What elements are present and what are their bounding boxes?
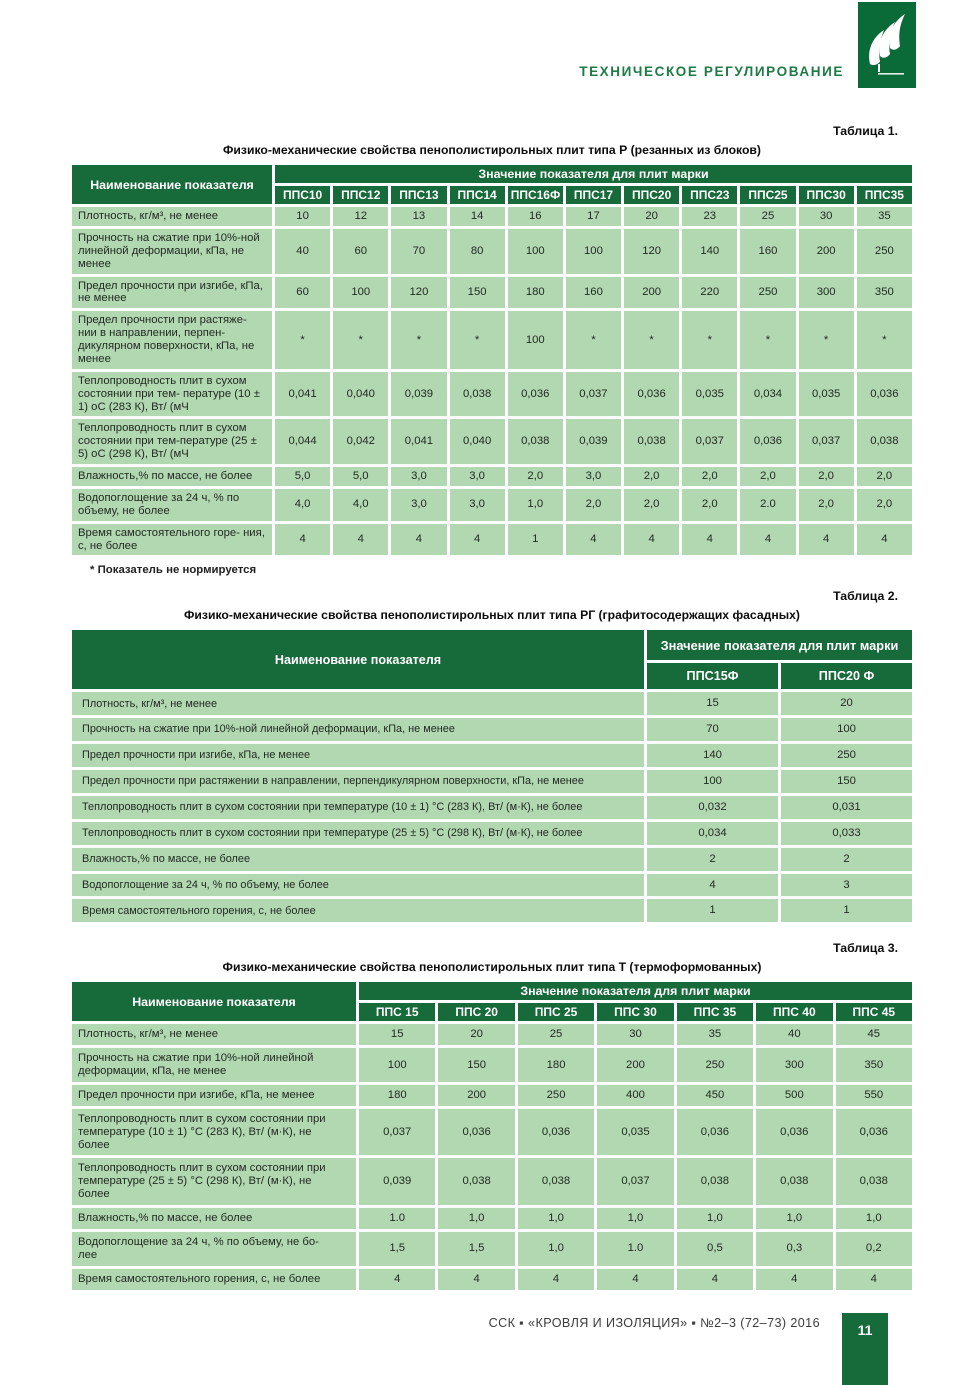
cell-value: 0,3 [756,1232,832,1266]
row-label: Время самостоятельного горения, с, не более [72,899,644,922]
table-footnote: * Показатель не нормируется [90,564,257,577]
cell-value: 80 [450,229,505,274]
cell-value: 0,036 [836,1109,912,1156]
section-title: ТЕХНИЧЕСКОЕ РЕГУЛИРОВАНИЕ [579,64,844,79]
cell-value: 0,035 [597,1109,673,1156]
row-label: Теплопроводность плит в сухом состоянии при тем-пературе (25 ± 5) оС (298 К), Вт/ (мЧ [72,419,272,464]
cell-value: 25 [518,1024,594,1045]
cell-value: 2,0 [508,467,563,486]
column-header: ППС20 Ф [781,663,912,689]
cell-value: 250 [677,1048,753,1082]
cell-value: 100 [566,229,621,274]
cell-value: 0,038 [518,1158,594,1205]
table-title: Физико-механические свойства пенополистирольных плит типа Т (термоформованных) [222,960,762,975]
cell-value: 0,038 [836,1158,912,1205]
cell-value: 150 [438,1048,514,1082]
cell-value: 4 [518,1269,594,1290]
cell-value: 100 [508,229,563,274]
column-header: ППС 15 [359,1003,435,1021]
table-row [72,489,912,521]
cell-value: 140 [682,229,737,274]
cell-value: 250 [740,277,795,309]
column-header: ППС10 [275,186,330,204]
table-row [72,1048,912,1082]
cell-value: 0,037 [359,1109,435,1156]
table-row [72,874,912,897]
cell-value: 300 [756,1048,832,1082]
cell-value: 180 [518,1048,594,1082]
column-header: ППС16Ф [508,186,563,204]
cell-value: 250 [857,229,912,274]
row-label: Теплопроводность плит в сухом состоянии при температуре (25 ± 5) °С (298 К), Вт/ (м·К), не более [72,822,644,845]
cell-value: * [333,311,388,369]
row-label: Прочность на сжатие при 10%-ной линейной деформации, кПа, не менее [72,718,644,741]
cell-value: 200 [799,229,854,274]
table-row [72,1024,912,1045]
cell-value: 0,037 [566,372,621,417]
cell-value: 40 [275,229,330,274]
cell-value: 550 [836,1085,912,1106]
cell-value: 2,0 [682,467,737,486]
table-row [72,718,912,741]
cell-value: 14 [450,207,505,226]
column-header-span: Значение показателя для плит марки [359,982,912,1000]
cell-value: * [857,311,912,369]
cell-value: 17 [566,207,621,226]
cell-value: 4 [438,1269,514,1290]
column-header: ППС25 [740,186,795,204]
cell-value: 350 [836,1048,912,1082]
cell-value: 4,0 [275,489,330,521]
cell-value: 0,036 [438,1109,514,1156]
cell-value: 2,0 [799,467,854,486]
row-label: Плотность, кг/м³, не менее [72,692,644,715]
cell-value: 1,0 [438,1208,514,1229]
cell-value: 0,035 [682,372,737,417]
table-row [72,1269,912,1290]
table-row [72,744,912,767]
cell-value: 70 [391,229,446,274]
cell-value: 200 [438,1085,514,1106]
cell-value: 0,037 [682,419,737,464]
table-row [72,1109,912,1156]
cell-value: 12 [333,207,388,226]
page-number-badge: 11 [842,1313,888,1385]
cell-value: * [275,311,330,369]
cell-value: 1,0 [518,1208,594,1229]
column-header-span: Значение показателя для плит марки [647,630,912,660]
cell-value: 3,0 [391,467,446,486]
cell-value: 4 [799,524,854,556]
row-label: Прочность на сжатие при 10%-ной линейной деформации, кПа, не менее [72,229,272,274]
cell-value: 4 [857,524,912,556]
column-header: ППС17 [566,186,621,204]
cell-value: 2.0 [740,489,795,521]
cell-value: 0,036 [740,419,795,464]
table-row [72,467,912,486]
cell-value: 0,044 [275,419,330,464]
table-row [72,372,912,417]
row-label: Время самостоятельного горе- ния, с, не более [72,524,272,556]
cell-value: 4 [756,1269,832,1290]
cell-value: 100 [647,770,778,793]
cell-value: 1 [508,524,563,556]
cell-value: 100 [359,1048,435,1082]
properties-table-type-r [69,162,915,558]
cell-value: 1,0 [518,1232,594,1266]
cell-value: 0,038 [508,419,563,464]
cell-value: * [682,311,737,369]
cell-value: 4,0 [333,489,388,521]
cell-value: 0,034 [740,372,795,417]
cell-value: 35 [857,207,912,226]
cell-value: 4 [275,524,330,556]
cell-value: 2,0 [566,489,621,521]
cell-value: 4 [597,1269,673,1290]
row-label: Влажность,% по массе, не более [72,848,644,871]
cell-value: 4 [647,874,778,897]
row-label: Теплопроводность плит в сухом состоянии при температуре (25 ± 5) °С (298 К), Вт/ (м·К), не более [72,1158,356,1205]
cell-value: 1,0 [677,1208,753,1229]
cell-value: 2,0 [682,489,737,521]
row-label: Теплопроводность плит в сухом состоянии при температуре (10 ± 1) °С (283 К), Вт/ (м·К), не более [72,796,644,819]
cell-value: 120 [624,229,679,274]
cell-value: 0,034 [647,822,778,845]
column-header: ППС 40 [756,1003,832,1021]
cell-value: 0,041 [275,372,330,417]
table-row [72,419,912,464]
cell-value: 160 [566,277,621,309]
cell-value: 1 [647,899,778,922]
properties-table-type-rg [69,627,915,925]
cell-value: 3,0 [391,489,446,521]
cell-value: 150 [781,770,912,793]
cell-value: 100 [333,277,388,309]
cell-value: 23 [682,207,737,226]
cell-value: 20 [781,692,912,715]
cell-value: * [566,311,621,369]
table-row [72,311,912,369]
table-row [72,207,912,226]
cell-value: 0,036 [624,372,679,417]
column-header: ППС12 [333,186,388,204]
table-row [72,1232,912,1266]
cell-value: 4 [682,524,737,556]
table-row [72,524,912,556]
cell-value: 2,0 [857,467,912,486]
column-header: ППС 25 [518,1003,594,1021]
column-header: ППС30 [799,186,854,204]
cell-value: 150 [450,277,505,309]
table-title: Физико-механические свойства пенополистирольных плит типа РГ (графитосодержащих фасадных) [184,608,800,623]
cell-value: 4 [836,1269,912,1290]
cell-value: 300 [799,277,854,309]
cell-value: 1,0 [508,489,563,521]
cell-value: 13 [391,207,446,226]
cell-value: 1.0 [597,1232,673,1266]
table-row [72,848,912,871]
cell-value: 0,039 [359,1158,435,1205]
cell-value: 400 [597,1085,673,1106]
cell-value: * [624,311,679,369]
cell-value: 4 [359,1269,435,1290]
cell-value: 4 [740,524,795,556]
cell-value: 1,0 [597,1208,673,1229]
cell-value: 3,0 [566,467,621,486]
cell-value: 4 [624,524,679,556]
cell-value: 4 [677,1269,753,1290]
cell-value: 0,036 [857,372,912,417]
column-header: ППС 35 [677,1003,753,1021]
cell-value: 200 [597,1048,673,1082]
row-label: Плотность, кг/м³, не менее [72,1024,356,1045]
table-row [72,822,912,845]
cell-value: 3,0 [450,467,505,486]
cell-value: 0,038 [756,1158,832,1205]
cell-value: 0,040 [450,419,505,464]
cell-value: 70 [647,718,778,741]
cell-value: 450 [677,1085,753,1106]
row-label: Предел прочности при растяже- нии в направлении, перпен- дикулярном поверхности, кПа, не менее [72,311,272,369]
cell-value: 0,037 [597,1158,673,1205]
column-header: ППС20 [624,186,679,204]
cell-value: * [450,311,505,369]
cell-value: 0,036 [677,1109,753,1156]
table-row [72,1158,912,1205]
page-content [72,0,912,1293]
cell-value: 10 [275,207,330,226]
cell-value: 1,5 [359,1232,435,1266]
cell-value: 0,031 [781,796,912,819]
table-title: Физико-механические свойства пенополистирольных плит типа Р (резанных из блоков) [223,143,761,157]
cell-value: 220 [682,277,737,309]
cell-value: 45 [836,1024,912,1045]
cell-value: 4 [450,524,505,556]
row-label: Водопоглощение за 24 ч, % по объему, не более [72,874,644,897]
cell-value: 0,035 [799,372,854,417]
column-header-name: Наименование показателя [72,165,272,204]
cell-value: 15 [359,1024,435,1045]
row-label: Теплопроводность плит в сухом состоянии при температуре (10 ± 1) °С (283 К), Вт/ (м·К), не более [72,1109,356,1156]
cell-value: 0,038 [438,1158,514,1205]
column-header-name: Наименование показателя [72,982,356,1021]
row-label: Водопоглощение за 24 ч, % по объему, не бо- лее [72,1232,356,1266]
column-header: ППС13 [391,186,446,204]
cell-value: 2,0 [740,467,795,486]
cell-value: 0,038 [857,419,912,464]
cell-value: 2 [781,848,912,871]
row-label: Предел прочности при изгибе, кПа, не менее [72,744,644,767]
properties-table-type-t [69,979,915,1292]
column-header: ППС 20 [438,1003,514,1021]
cell-value: 4 [333,524,388,556]
row-label: Водопоглощение за 24 ч, % по объему, не более [72,489,272,521]
table-row [72,692,912,715]
cell-value: 2,0 [799,489,854,521]
cell-value: 4 [566,524,621,556]
row-label: Предел прочности при изгибе, кПа, не менее [72,1085,356,1106]
cell-value: 0,039 [391,372,446,417]
cell-value: 0,040 [333,372,388,417]
column-header: ППС23 [682,186,737,204]
cell-value: 0,042 [333,419,388,464]
column-header-name: Наименование показателя [72,630,644,689]
cell-value: * [740,311,795,369]
journal-footer-text: ССК ▪ «КРОВЛЯ И ИЗОЛЯЦИЯ» ▪ №2–3 (72–73) 2016 [488,1316,820,1330]
row-label: Прочность на сжатие при 10%-ной линейной деформации, кПа, не менее [72,1048,356,1082]
table-row [72,277,912,309]
cell-value: 200 [624,277,679,309]
row-label: Предел прочности при изгибе, кПа, не менее [72,277,272,309]
cell-value: 250 [781,744,912,767]
column-header: ППС 45 [836,1003,912,1021]
column-header: ППС14 [450,186,505,204]
cell-value: 16 [508,207,563,226]
cell-value: 0,039 [566,419,621,464]
cell-value: 1,5 [438,1232,514,1266]
cell-value: 5,0 [333,467,388,486]
cell-value: 2 [647,848,778,871]
row-label: Влажность,% по массе, не более [72,1208,356,1229]
cell-value: * [391,311,446,369]
cell-value: 120 [391,277,446,309]
cell-value: 30 [799,207,854,226]
cell-value: 0,038 [677,1158,753,1205]
row-label: Время самостоятельного горения, с, не более [72,1269,356,1290]
table-caption: Таблица 3. [833,941,898,956]
cell-value: 0,5 [677,1232,753,1266]
table-row [72,1208,912,1229]
table-row [72,770,912,793]
cell-value: 160 [740,229,795,274]
cell-value: 100 [508,311,563,369]
cell-value: 180 [359,1085,435,1106]
cell-value: 0,037 [799,419,854,464]
cell-value: 0,036 [518,1109,594,1156]
cell-value: 0,036 [756,1109,832,1156]
row-label: Теплопроводность плит в сухом состоянии при тем- пературе (10 ± 1) оС (283 К), Вт/ (мЧ [72,372,272,417]
cell-value: 0,038 [624,419,679,464]
cell-value: 30 [597,1024,673,1045]
cell-value: 60 [333,229,388,274]
table-row [72,899,912,922]
column-header-span: Значение показателя для плит марки [275,165,912,183]
cell-value: 15 [647,692,778,715]
cell-value: 40 [756,1024,832,1045]
cell-value: 3,0 [450,489,505,521]
column-header: ППС35 [857,186,912,204]
cell-value: 1 [781,899,912,922]
cell-value: 500 [756,1085,832,1106]
row-label: Предел прочности при растяжении в направлении, перпендикулярном поверхности, кПа, не менее [72,770,644,793]
column-header: ППС 30 [597,1003,673,1021]
cell-value: 1,0 [756,1208,832,1229]
cell-value: 60 [275,277,330,309]
cell-value: 5,0 [275,467,330,486]
cell-value: 35 [677,1024,753,1045]
row-label: Влажность,% по массе, не более [72,467,272,486]
cell-value: 0,036 [508,372,563,417]
cell-value: 0,038 [450,372,505,417]
cell-value: 2,0 [624,489,679,521]
cell-value: 0,032 [647,796,778,819]
cell-value: 1.0 [359,1208,435,1229]
table-row [72,1085,912,1106]
cell-value: 4 [391,524,446,556]
row-label: Плотность, кг/м³, не менее [72,207,272,226]
cell-value: 20 [438,1024,514,1045]
table-caption: Таблица 2. [833,589,898,604]
cell-value: 100 [781,718,912,741]
cell-value: 140 [647,744,778,767]
cell-value: * [799,311,854,369]
cell-value: 2,0 [857,489,912,521]
cell-value: 0,2 [836,1232,912,1266]
cell-value: 3 [781,874,912,897]
cell-value: 0,033 [781,822,912,845]
cell-value: 250 [518,1085,594,1106]
table-caption: Таблица 1. [833,124,898,138]
cell-value: 180 [508,277,563,309]
cell-value: 25 [740,207,795,226]
cell-value: 1,0 [836,1208,912,1229]
cell-value: 0,041 [391,419,446,464]
cell-value: 20 [624,207,679,226]
column-header: ППС15Ф [647,663,778,689]
table-row [72,796,912,819]
table-row [72,229,912,274]
cell-value: 350 [857,277,912,309]
cell-value: 2,0 [624,467,679,486]
